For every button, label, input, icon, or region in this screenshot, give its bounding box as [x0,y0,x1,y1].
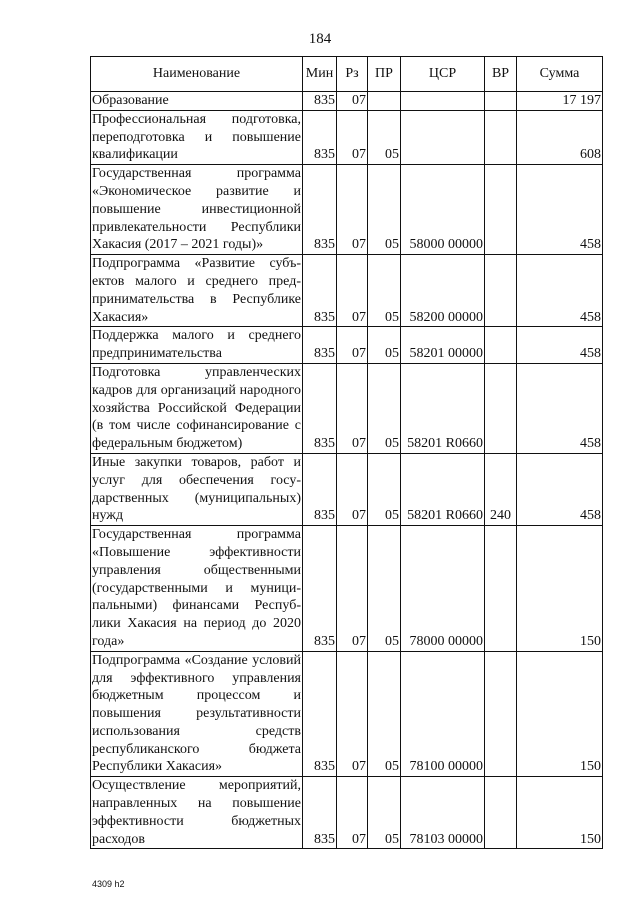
cell-sum: 608 [517,110,603,164]
cell-vr [485,526,517,652]
table-row [91,363,603,453]
cell-csr: 58201 R0660 [401,453,485,525]
cell-min: 835 [303,110,337,164]
cell-pr: 05 [368,327,401,364]
cell-rz: 07 [337,255,368,327]
cell-min: 835 [303,651,337,777]
cell-pr: 05 [368,110,401,164]
cell-pr: 05 [368,363,401,453]
cell-csr: 58201 R0660 [401,363,485,453]
table-row [91,327,603,364]
header-vr: ВР [485,57,517,92]
table-row [91,165,603,255]
cell-sum: 458 [517,363,603,453]
cell-sum: 150 [517,777,603,849]
cell-vr [485,363,517,453]
table-row [91,777,603,849]
header-min: Мин [303,57,337,92]
cell-rz: 07 [337,777,368,849]
cell-sum: 458 [517,327,603,364]
cell-pr: 05 [368,453,401,525]
cell-min: 835 [303,363,337,453]
cell-csr: 58000 00000 [401,165,485,255]
cell-rz: 07 [337,110,368,164]
cell-pr: 05 [368,651,401,777]
cell-pr: 05 [368,777,401,849]
cell-vr [485,165,517,255]
cell-vr [485,651,517,777]
cell-vr [485,92,517,111]
cell-name: Иные закупки товаров, работ и услуг для обеспечения государственных (муниципальных) нужд [91,453,303,525]
table-row [91,255,603,327]
table-header-row [91,57,603,92]
cell-sum: 458 [517,255,603,327]
cell-sum: 150 [517,651,603,777]
cell-csr: 78103 00000 [401,777,485,849]
table-row [91,110,603,164]
cell-name: Образование [91,92,303,111]
cell-min: 835 [303,777,337,849]
cell-rz: 07 [337,651,368,777]
cell-csr: 78000 00000 [401,526,485,652]
cell-min: 835 [303,92,337,111]
table-row [91,92,603,111]
cell-vr: 240 [485,453,517,525]
cell-name: Государственная программа «Повышение эффективности управления общественными (государственными и муниципальными) финансами Республики Хакасия на период до 2020 года» [91,526,303,652]
cell-name: Подпрограмма «Развитие субъектов малого и среднего предпринимательства в Республике Хакасия» [91,255,303,327]
page-number: 184 [308,31,332,47]
cell-sum: 458 [517,453,603,525]
cell-csr: 78100 00000 [401,651,485,777]
cell-rz: 07 [337,327,368,364]
cell-name: Осуществление мероприятий, направленных на повышение эффективности бюджетных расходов [91,777,303,849]
cell-min: 835 [303,165,337,255]
cell-sum: 17 197 [517,92,603,111]
cell-vr [485,327,517,364]
footer-code: 4309 h2 [92,879,125,889]
cell-name: Профессиональная подготовка, переподготовка и повышение квалификации [91,110,303,164]
cell-pr [368,92,401,111]
table-row [91,453,603,525]
header-name: Наименование [91,57,303,92]
cell-rz: 07 [337,92,368,111]
cell-pr: 05 [368,526,401,652]
cell-min: 835 [303,453,337,525]
cell-min: 835 [303,526,337,652]
cell-rz: 07 [337,363,368,453]
cell-csr [401,110,485,164]
cell-name: Подготовка управленческих кадров для организаций народного хозяйства Российской Федерации (в том числе софинансирование с федеральным бюджетом) [91,363,303,453]
cell-vr [485,110,517,164]
table-row [91,526,603,652]
cell-csr: 58201 00000 [401,327,485,364]
cell-name: Подпрограмма «Создание условий для эффективного управления бюджетным процессом и повышения результативности использования средств республиканского бюджета Республики Хакасия» [91,651,303,777]
cell-min: 835 [303,255,337,327]
cell-rz: 07 [337,526,368,652]
cell-pr: 05 [368,255,401,327]
cell-name: Поддержка малого и среднего предпринимательства [91,327,303,364]
header-sum: Сумма [517,57,603,92]
cell-name: Государственная программа «Экономическое развитие и повышение инвестиционной привлекательности Республики Хакасия (2017 – 2021 годы)» [91,165,303,255]
header-pr: ПР [368,57,401,92]
cell-vr [485,777,517,849]
cell-sum: 458 [517,165,603,255]
cell-pr: 05 [368,165,401,255]
cell-rz: 07 [337,165,368,255]
cell-csr: 58200 00000 [401,255,485,327]
cell-rz: 07 [337,453,368,525]
cell-csr [401,92,485,111]
cell-vr [485,255,517,327]
header-csr: ЦСР [401,57,485,92]
table-row [91,651,603,777]
budget-table [90,56,603,849]
cell-sum: 150 [517,526,603,652]
cell-min: 835 [303,327,337,364]
header-rz: Рз [337,57,368,92]
